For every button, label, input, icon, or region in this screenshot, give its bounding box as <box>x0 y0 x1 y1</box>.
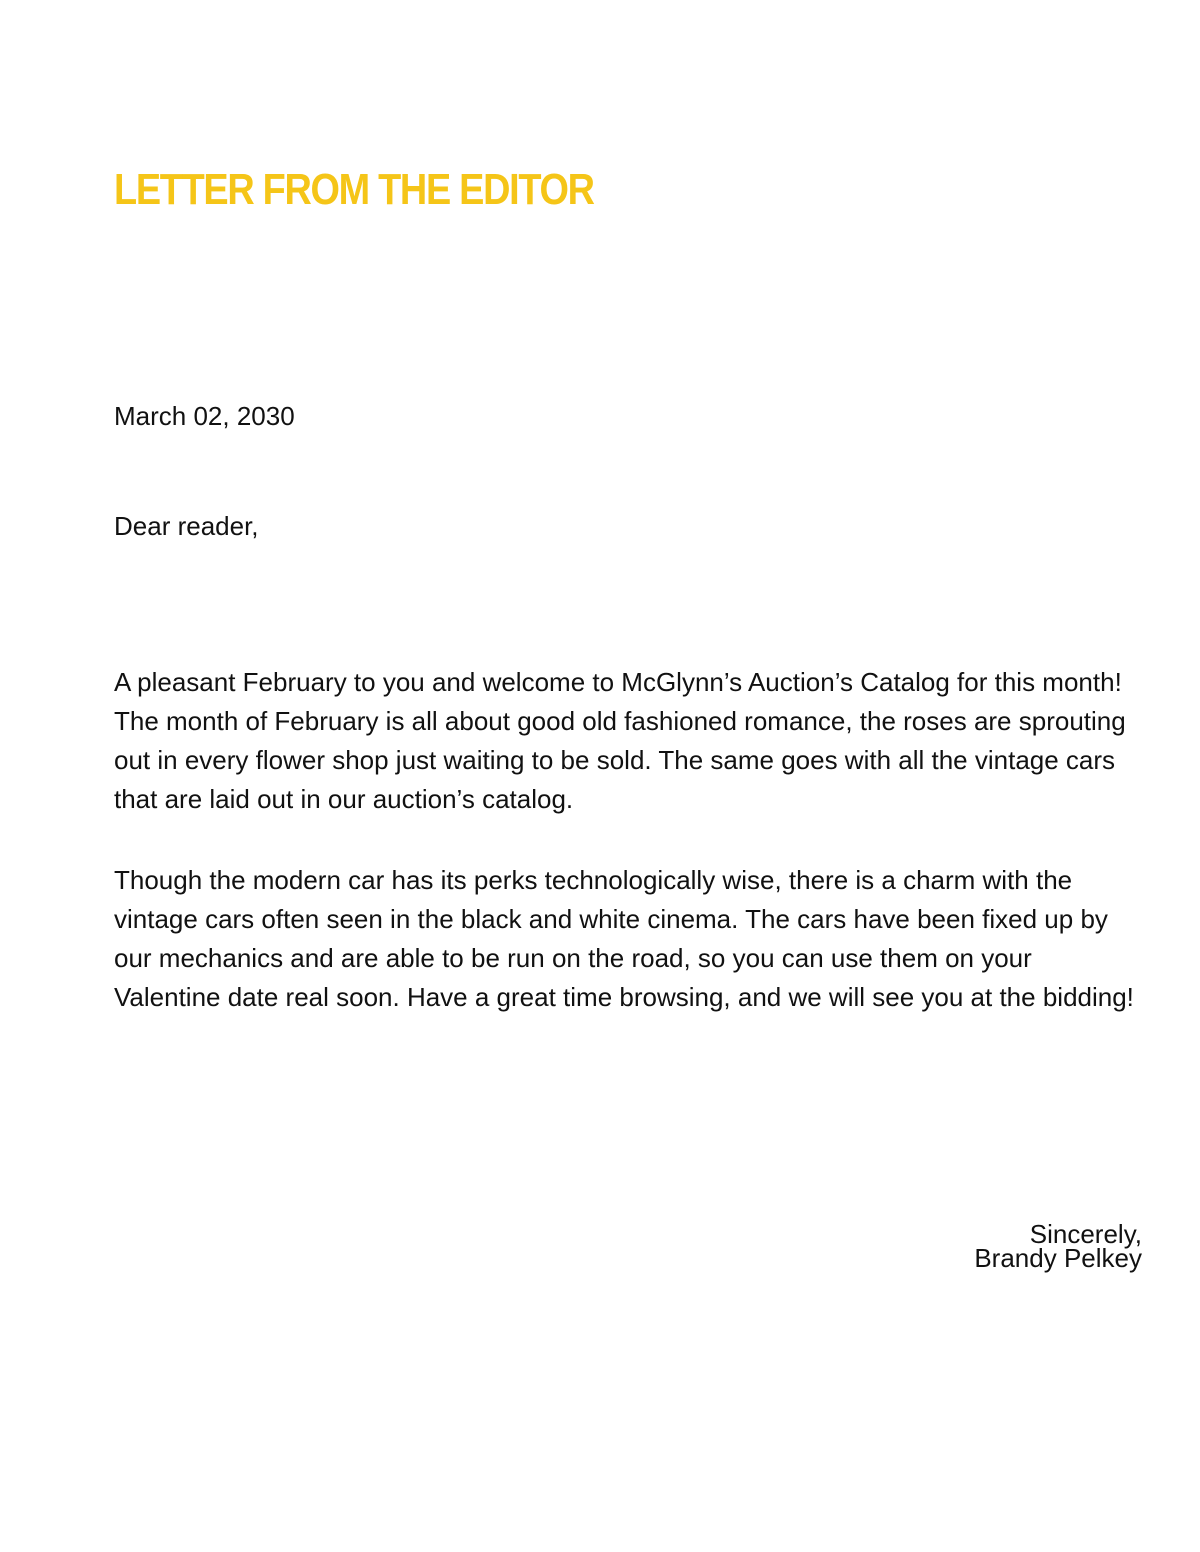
letter-salutation: Dear reader, <box>114 511 259 541</box>
letter-paragraph: Though the modern car has its perks technologically wise, there is a charm with the vintage cars often seen in the black and white cinema. The cars have been fixed up by our mechanics and are able to be run on the road, so you can use them on your Valentine date real soon. Have a great time browsing, and we will see you at the bidding! <box>114 865 1134 1012</box>
letter-date: March 02, 2030 <box>114 401 295 431</box>
letter-closing: Sincerely, <box>1029 1219 1142 1249</box>
page-title: LETTER FROM THE EDITOR <box>114 165 594 214</box>
letter-signoff <box>974 1219 1142 1273</box>
letter-paragraph: A pleasant February to you and welcome to McGlynn’s Auction’s Catalog for this month! The month of February is all about good old fashioned romance, the roses are sprouting out in every flower shop just waiting to be sold. The same goes with all the vintage cars that are laid out in our auction’s catalog. <box>114 667 1126 814</box>
letter-body <box>114 663 1134 1059</box>
letter-signature: Brandy Pelkey <box>974 1243 1142 1273</box>
